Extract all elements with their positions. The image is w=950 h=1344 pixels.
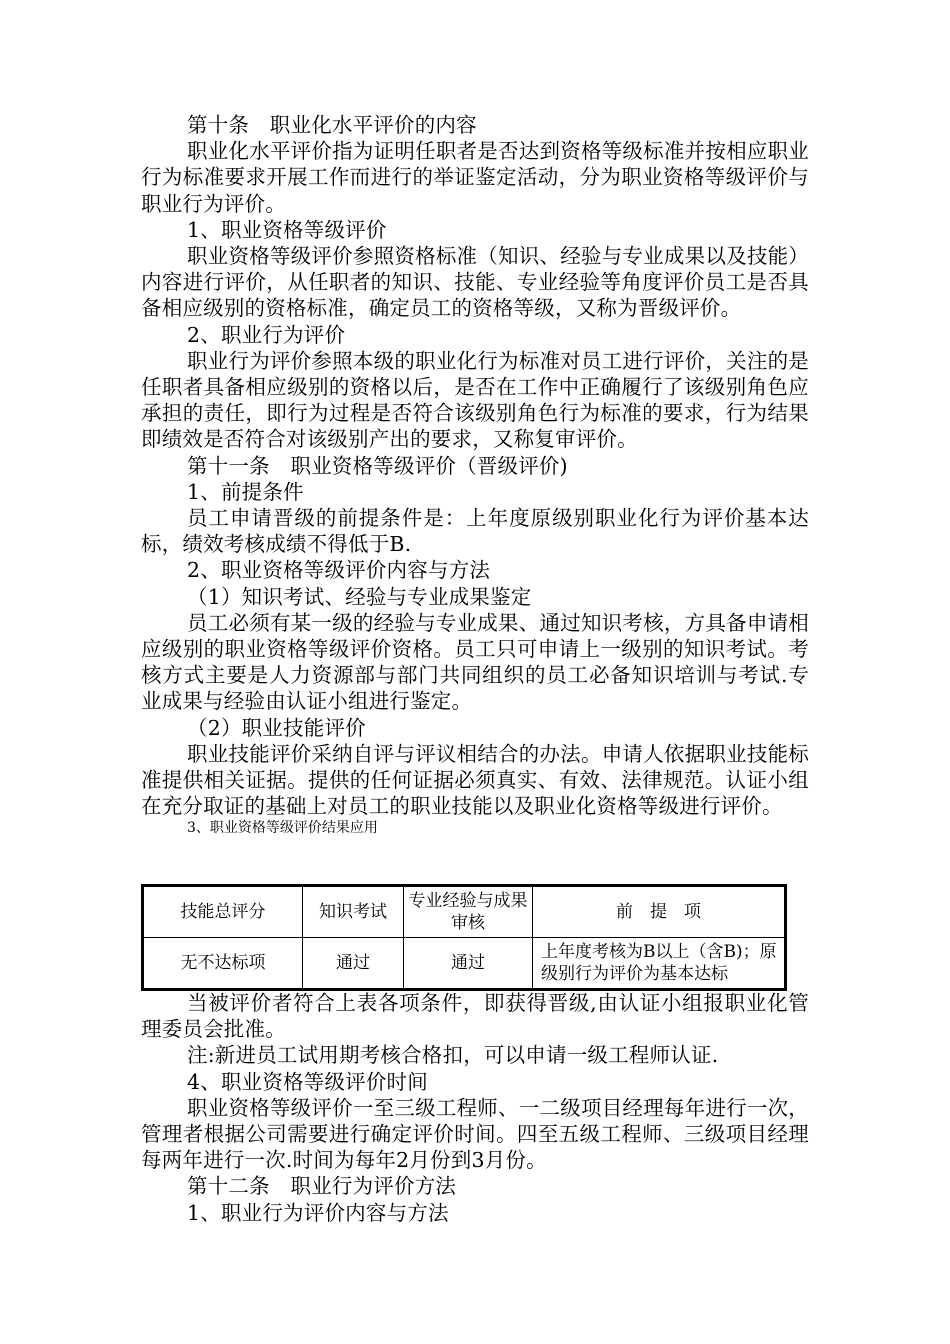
table-header-cell: 专业经验与成果审核 — [404, 886, 533, 938]
article-12-heading: 第十二条 职业行为评价方法 — [187, 1174, 457, 1199]
table-cell: 上年度考核为B以上（含B)；原级别行为评价为基本达标 — [533, 938, 786, 990]
paragraph: 职业技能评价采纳自评与评议相结合的办法。申请人依据职业技能标准提供相关证据。提供的任何证据必须真实、有效、法律规范。认证小组在充分取证的基础上对员工的职业技能以及职业化资格等级进行评价。 — [141, 741, 809, 819]
article-10-heading: 第十条 职业化水平评价的内容 — [187, 113, 477, 137]
section-heading: 2、职业资格等级评价内容与方法 — [187, 558, 491, 583]
section-heading: 1、职业资格等级评价 — [187, 217, 387, 242]
table-header-cell: 技能总评分 — [143, 886, 303, 938]
text-section-bottom — [141, 990, 809, 1226]
paragraph: 职业资格等级评价一至三级工程师、一二级项目经理每年进行一次，管理者根据公司需要进行确定评价时间。四至五级工程师、三级项目经理每两年进行一次.时间为每年2月份到3月份。 — [141, 1095, 809, 1173]
table-cell: 通过 — [303, 938, 404, 990]
table-cell: 无不达标项 — [143, 938, 303, 990]
paragraph: 职业化水平评价指为证明任职者是否达到资格等级标准并按相应职业行为标准要求开展工作而进行的举证鉴定活动，分为职业资格等级评价与职业行为评价。 — [141, 139, 809, 216]
text-section-top — [141, 112, 809, 845]
result-table — [141, 884, 787, 991]
article-11-heading: 第十一条 职业资格等级评价（晋级评价) — [187, 453, 568, 478]
table-row — [143, 938, 786, 990]
table-header-row — [143, 886, 786, 938]
table-caption: 3、职业资格等级评价结果应用 — [187, 820, 378, 837]
subsection-heading: （2）职业技能评价 — [187, 715, 366, 740]
paragraph: 员工申请晋级的前提条件是：上年度原级别职业化行为评价基本达标，绩效考核成绩不得低于B. — [141, 506, 809, 557]
paragraph: 当被评价者符合上表各项条件，即获得晋级,由认证小组报职业化管理委员会批准。 — [141, 991, 809, 1042]
section-heading: 1、职业行为评价内容与方法 — [187, 1200, 449, 1225]
table-header-cell: 前 提 项 — [533, 886, 786, 938]
section-heading: 1、前提条件 — [187, 479, 304, 504]
section-heading: 2、职业行为评价 — [187, 322, 346, 347]
paragraph: 职业行为评价参照本级的职业化行为标准对员工进行评价，关注的是任职者具备相应级别的资格以后，是否在工作中正确履行了该级别角色应承担的责任，即行为过程是否符合该级别角色行为标准的要求，行为结果即绩效是否符合对该级别产出的要求，又称复审评价。 — [141, 348, 809, 452]
note-paragraph: 注:新进员工试用期考核合格扣，可以申请一级工程师认证. — [187, 1043, 719, 1068]
table-cell: 通过 — [404, 938, 533, 990]
paragraph: 员工必须有某一级的经验与专业成果、通过知识考核，方具备申请相应级别的职业资格等级评价资格。员工只可申请上一级别的知识考试。考核方式主要是人力资源部与部门共同组织的员工必备知识培训与考试.专业成果与经验由认证小组进行鉴定。 — [141, 610, 809, 714]
paragraph: 职业资格等级评价参照资格标准（知识、经验与专业成果以及技能）内容进行评价，从任职者的知识、技能、专业经验等角度评价员工是否具备相应级别的资格标准，确定员工的资格等级，又称为晋级评价。 — [141, 244, 809, 321]
table-header-cell: 知识考试 — [303, 886, 404, 938]
subsection-heading: （1）知识考试、经验与专业成果鉴定 — [187, 584, 532, 609]
section-heading: 4、职业资格等级评价时间 — [187, 1069, 428, 1094]
